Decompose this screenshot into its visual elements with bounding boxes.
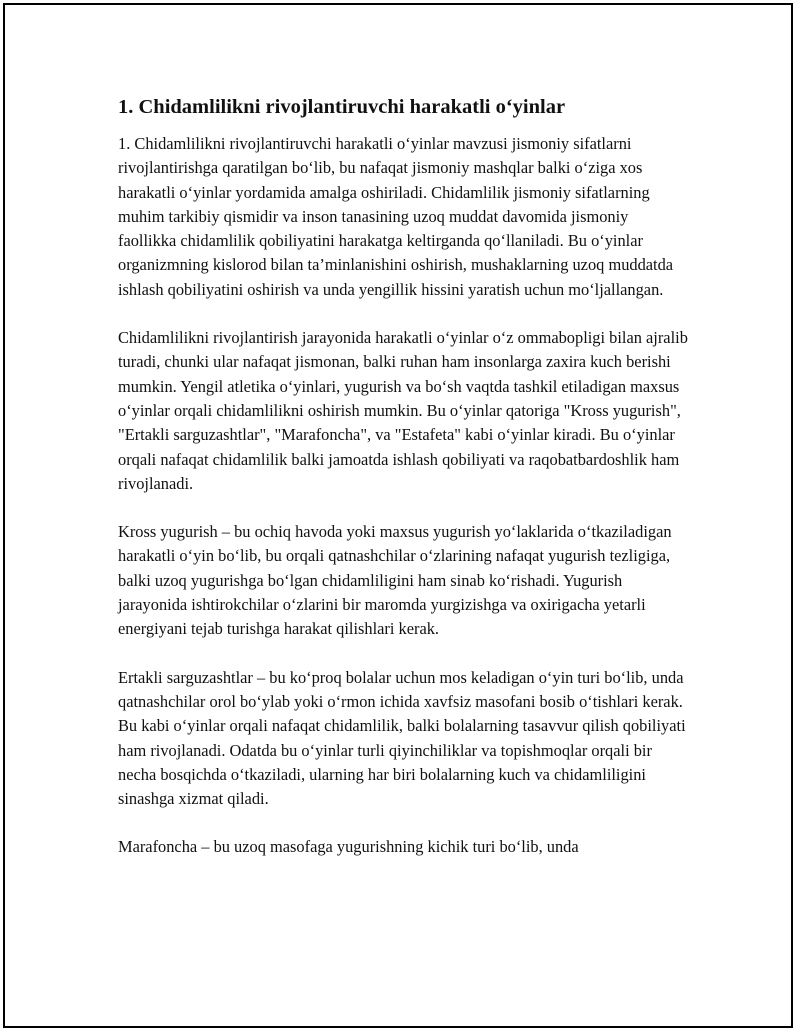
paragraph-marafoncha: Marafoncha – bu uzoq masofaga yugurishning kichik turi bo‘lib, unda — [118, 837, 579, 857]
paragraph-kross-yugurish: Kross yugurish – bu ochiq havoda yoki maxsus yugurish yo‘laklarida o‘tkaziladigan harakatli o‘yin bo‘lib, bu orqali qatnashchilar o‘zlarining nafaqat yugurish tezligiga, balki uzoq yugurishga bo‘lgan chidamliligini ham sinab ko‘rishadi. Yugurish jarayonida ishtirokchilar o‘zlarini bir maromda yurgizishga va oxirigacha yetarli energiyani tejab turishga harakat qilishlari kerak. — [118, 522, 672, 639]
document-body — [118, 94, 688, 884]
paragraph-intro: 1. Chidamlilikni rivojlantiruvchi harakatli o‘yinlar mavzusi jismoniy sifatlarni rivojlantirishga qaratilgan bo‘lib, bu nafaqat jismoniy mashqlar balki o‘ziga xos harakatli o‘yinlar yordamida amalga oshiriladi. Chidamlilik jismoniy sifatlarning muhim tarkibiy qismidir va inson tanasining uzoq muddat davomida jismoniy faollikka chidamlilik qobiliyatini harakatga keltirganda qo‘llaniladi. Bu o‘yinlar organizmning kislorod bilan ta’minlanishini oshirish, mushaklarning uzoq muddatda ishlash qobiliyatini oshirish va unda yengillik hissini yaratish uchun mo‘ljallangan. — [118, 134, 674, 299]
paragraph-ertakli-sarguzashtlar: Ertakli sarguzashtlar – bu ko‘proq bolalar uchun mos keladigan o‘yin turi bo‘lib, unda qatnashchilar orol bo‘ylab yoki o‘rmon ichida xavfsiz masofani bosib o‘tishlari kerak. Bu kabi o‘yinlar orqali nafaqat chidamlilik, balki bolalarning tasavvur qilish qobiliyati ham rivojlanadi. Odatda bu o‘yinlar turli qiyinchiliklar va topishmoqlar orqali bir necha bosqichda o‘tkaziladi, ularning har biri bolalarning kuch va chidamliligini sinashga xizmat qiladi. — [118, 667, 686, 809]
document-title: 1. Chidamlilikni rivojlantiruvchi harakatli o‘yinlar — [118, 96, 566, 118]
paragraph-games-overview: Chidamlilikni rivojlantirish jarayonida harakatli o‘yinlar o‘z ommabopligi bilan ajralib turadi, chunki ular nafaqat jismonan, balki ruhan ham insonlarga zaxira kuch berishi mumkin. Yengil atletika o‘yinlari, yugurish va bo‘sh vaqtda tashkil etiladigan maxsus o‘yinlar orqali chidamlilikni oshirish mumkin. Bu o‘yinlar qatoriga "Kross yugurish", "Ertakli sarguzashtlar", "Marafoncha", va "Estafeta" kabi o‘yinlar kiradi. Bu o‘yinlar orqali nafaqat chidamlilik balki jamoatda ishlash qobiliyati va raqobatbardoshlik ham rivojlanadi. — [118, 328, 688, 493]
